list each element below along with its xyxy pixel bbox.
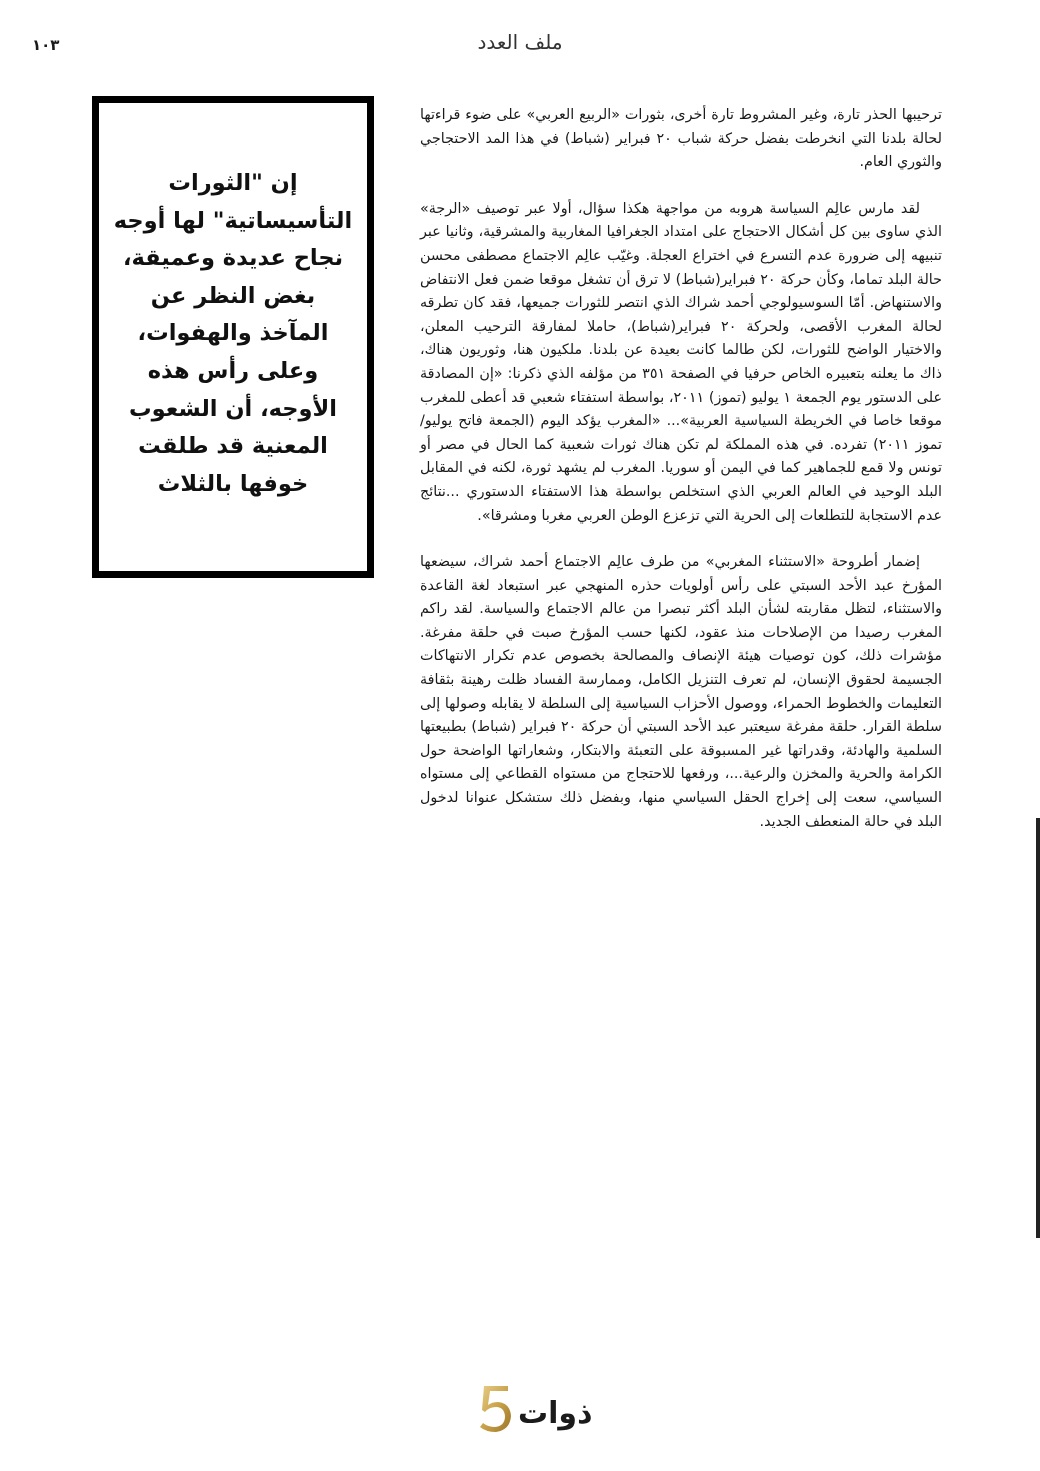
article-paragraph: لقد مارس عالِم السياسة هروبه من مواجهة هكذا سؤال، أولا عبر توصيف «الرجة» الذي ساوى بين كل أشكال الاحتجاج على امتداد الجغرافيا المغاربية والمشرقية، وثانيا عبر تنبيهه إلى ضرورة عدم التسرع في اختراع العجلة. وغيّب عالِم الاجتماع مصطفى محسن حالة البلد تماما، وكأن حركة ٢٠ فبراير(شباط) لا ترق أن تشغل موقعا ضمن فعل الانتفاض والاستنهاض. أمّا السوسيولوجي أحمد شراك الذي انتصر للثورات جميعها، فقد كان تطرقه لحالة المغرب الأقصى، ولحركة ٢٠ فبراير(شباط)، حاملا لمفارقة الترحيب المعلن، والاختيار الواضح للثورات، لكن طالما كانت بعيدة عن بلدنا. ملكيون هنا، وثوريون هناك، ذاك ما يعلنه بتعبيره الخاص حرفيا في الصفحة ٣٥١ من مؤلفه الذي ذكرنا: «إن المصادقة على الدستور يوم الجمعة ١ يوليو (تموز) ٢٠١١، بواسطة استفتاء شعبي قد أعطى للمغرب موقعا خاصا في الخريطة السياسية العربية»... «المغرب يؤكد اليوم (الجمعة فاتح يوليو/ تموز ٢٠١١) تفرده. في هذه المملكة لم تكن هناك ثورات شعبية كما الحال في مصر أو تونس ولا قمع للجماهير كما في اليمن أو سوريا. المغرب لم يشهد ثورة، لكنه في المقابل البلد الوحيد في العالم العربي الذي استخلص بواسطة هذا الاستفتاء الدستوري ...نتائج عدم الاستجابة للتطلعات إلى الحرية التي تزعزع الوطن العربي مغربا ومشرقا». bbox=[420, 200, 943, 524]
pull-quote-box bbox=[92, 96, 374, 578]
page-number: ١٠٣ bbox=[32, 36, 60, 54]
pull-quote-text: إن "الثورات التأسيساتية" لها أوجه نجاح عديدة وعميقة، بغض النظر عن المآخذ والهفوات، وعلى رأس هذه الأوجه، أن الشعوب المعنية قد طلقت خوفها بالثلاث bbox=[113, 170, 353, 497]
article-paragraph: ترحيبها الحذر تارة، وغير المشروط تارة أخرى، بثورات «الربيع العربي» على ضوء قراءتها لحالة بلدنا التي انخرطت بفضل حركة شباب ٢٠ فبراير (شباط) في هذا المد الاحتجاجي والثوري العام. bbox=[420, 107, 942, 171]
logo-wordmark: ذوات bbox=[518, 1396, 593, 1431]
section-title: ملف العدد bbox=[477, 30, 563, 54]
article-paragraph: إضمار أطروحة «الاستثناء المغربي» من طرف عالِم الاجتماع أحمد شراك، سيضعها المؤرخ عبد الأحد السبتي على رأس أولويات حذره المنهجي عبر استبعاد لغة القاعدة والاستثناء، لتظل مقاربته لشأن البلد أكثر تبصرا من عالم الاجتماع والسياسة. لقد راكم المغرب رصيدا من الإصلاحات منذ عقود، لكنها حسب المؤرخ صبت في حلقة مفرغة. مؤشرات ذلك، كون توصيات هيئة الإنصاف والمصالحة بخصوص عدم تكرار الانتهاكات الجسيمة لحقوق الإنسان، لم تعرف التنزيل الكامل، وممارسة الفساد ظلت رهينة بثقافة التعليمات والخطوط الحمراء، ووصول الأحزاب السياسية إلى السلطة لا يقابله وصولها إلى سلطة القرار. حلقة مفرغة سيعتبر عبد الأحد السبتي أن حركة ٢٠ فبراير (شباط) بطبيعتها السلمية والهادئة، وقدراتها غير المسبوقة على التعبئة والابتكار، وشعاراتها الواضحة حول الكرامة والحرية والمخزن والرعية...، ورفعها للاحتجاج من مستواه القطاعي إلى مستواه السياسي، سعت إلى إخراج الحقل السياسي منها، وبفضل ذلك ستشكل عنوانا لدخول البلد في حالة المنعطف الجديد. bbox=[420, 554, 942, 830]
page-edge-bar bbox=[1036, 818, 1040, 1238]
magazine-logo bbox=[474, 1378, 614, 1448]
article-body bbox=[420, 104, 942, 857]
